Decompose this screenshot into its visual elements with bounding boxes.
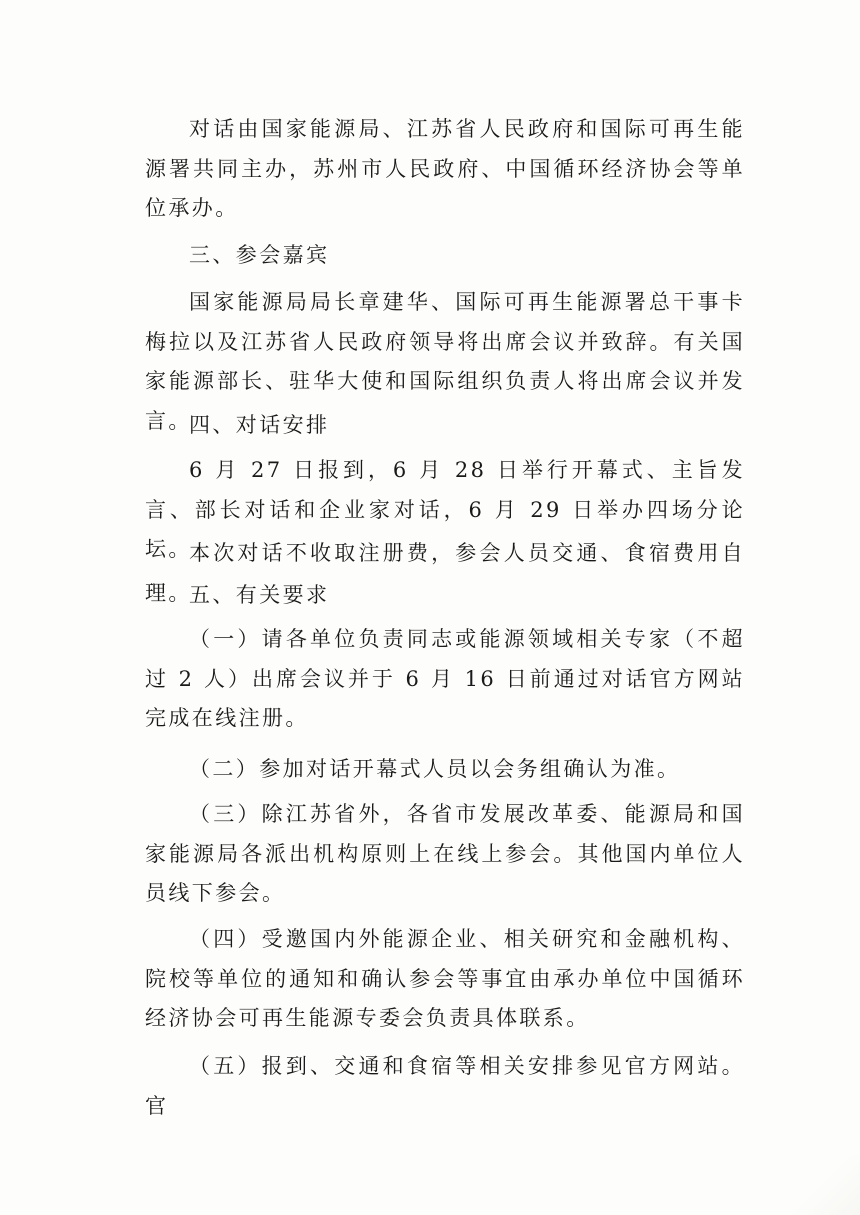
paragraph-requirement-3: （三）除江苏省外，各省市发展改革委、能源局和国家能源局各派出机构原则上在线上参会。其他国内单位人员线下参会。 bbox=[145, 802, 745, 905]
paragraph-schedule: 6 月 27 日报到，6 月 28 日举行开幕式、主旨发言、部长对话和企业家对话，6 月 29 日举办四场分论坛。 bbox=[145, 458, 745, 561]
paragraph-requirement-4: （四）受邀国内外能源企业、相关研究和金融机构、院校等单位的通知和确认参会等事宜由承办单位中国循环经济协会可再生能源专委会负责具体联系。 bbox=[145, 927, 745, 1030]
heading-schedule: 四、对话安排 bbox=[189, 413, 330, 437]
scan-shadow bbox=[740, 1155, 860, 1215]
paragraph-requirement-2: （二）参加对话开幕式人员以会务组确认为准。 bbox=[189, 757, 681, 781]
heading-requirements: 五、有关要求 bbox=[189, 583, 330, 607]
heading-guests: 三、参会嘉宾 bbox=[189, 243, 330, 267]
paragraph-requirement-5: （五）报到、交通和食宿等相关安排参见官方网站。官 bbox=[145, 1054, 745, 1118]
paragraph-requirement-1: （一）请各单位负责同志或能源领域相关专家（不超过 2 人）出席会议并于 6 月 16 日前通过对话官方网站完成在线注册。 bbox=[145, 627, 745, 730]
paragraph-fees: 本次对话不收取注册费，参会人员交通、食宿费用自理。 bbox=[145, 541, 745, 605]
paragraph-guests: 国家能源局局长章建华、国际可再生能源署总干事卡梅拉以及江苏省人民政府领导将出席会议并致辞。有关国家能源部长、驻华大使和国际组织负责人将出席会议并发言。 bbox=[145, 290, 745, 433]
paragraph-organizers: 对话由国家能源局、江苏省人民政府和国际可再生能源署共同主办，苏州市人民政府、中国循环经济协会等单位承办。 bbox=[145, 117, 745, 220]
